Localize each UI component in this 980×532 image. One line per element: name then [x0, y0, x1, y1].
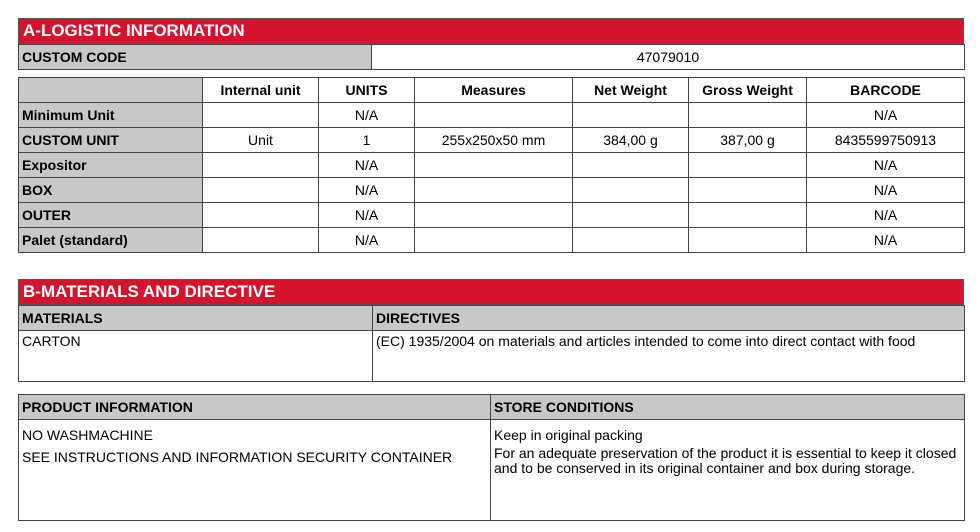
product-info-line: SEE INSTRUCTIONS AND INFORMATION SECURITY CONTAINER: [22, 449, 453, 465]
cell-net-weight: [573, 203, 689, 228]
directives-value: (EC) 1935/2004 on materials and articles intended to come into direct contact with food: [373, 331, 965, 382]
cell-barcode: 8435599750913: [807, 128, 965, 153]
cell-measures: [415, 228, 573, 253]
cell-gross-weight: [689, 178, 807, 203]
product-info-line: NO WASHMACHINE: [22, 427, 153, 443]
row-label: CUSTOM UNIT: [19, 128, 203, 153]
table-row: [19, 203, 965, 228]
col-header-gross-weight: Gross Weight: [689, 78, 807, 103]
materials-label: MATERIALS: [19, 306, 373, 331]
cell-internal-unit: [203, 153, 319, 178]
col-header-units: UNITS: [319, 78, 415, 103]
materials-value: CARTON: [19, 331, 373, 382]
corner-cell: [19, 78, 203, 103]
cell-units: N/A: [319, 153, 415, 178]
table-row: [19, 228, 965, 253]
cell-gross-weight: [689, 153, 807, 178]
logistic-header-row: [19, 78, 965, 103]
product-info-cell: [19, 420, 491, 521]
cell-barcode: N/A: [807, 203, 965, 228]
col-header-barcode: BARCODE: [807, 78, 965, 103]
table-row: [19, 128, 965, 153]
cell-internal-unit: [203, 178, 319, 203]
cell-gross-weight: [689, 203, 807, 228]
table-row: [19, 153, 965, 178]
row-label: Expositor: [19, 153, 203, 178]
cell-units: N/A: [319, 228, 415, 253]
cell-net-weight: 384,00 g: [573, 128, 689, 153]
store-condition-line: For an adequate preservation of the product it is essential to keep it closed and to be conserved in its original container and box during storage.: [494, 445, 957, 476]
col-header-net-weight: Net Weight: [573, 78, 689, 103]
cell-measures: [415, 153, 573, 178]
cell-internal-unit: Unit: [203, 128, 319, 153]
cell-internal-unit: [203, 103, 319, 128]
custom-code-label: CUSTOM CODE: [19, 45, 372, 70]
row-label: Minimum Unit: [19, 103, 203, 128]
cell-measures: [415, 203, 573, 228]
store-conditions-label: STORE CONDITIONS: [491, 395, 965, 420]
product-store-table: [18, 394, 965, 521]
col-header-measures: Measures: [415, 78, 573, 103]
row-label: OUTER: [19, 203, 203, 228]
cell-measures: 255x250x50 mm: [415, 128, 573, 153]
logistic-table: [18, 77, 965, 253]
cell-net-weight: [573, 228, 689, 253]
cell-barcode: N/A: [807, 153, 965, 178]
cell-barcode: N/A: [807, 103, 965, 128]
directives-label: DIRECTIVES: [373, 306, 965, 331]
custom-code-table: [18, 44, 965, 70]
cell-net-weight: [573, 103, 689, 128]
cell-internal-unit: [203, 203, 319, 228]
store-condition-line: Keep in original packing: [494, 427, 643, 443]
cell-units: N/A: [319, 178, 415, 203]
row-label: BOX: [19, 178, 203, 203]
cell-barcode: N/A: [807, 178, 965, 203]
cell-gross-weight: 387,00 g: [689, 128, 807, 153]
cell-gross-weight: [689, 103, 807, 128]
section-b-title: B-MATERIALS AND DIRECTIVE: [18, 279, 964, 305]
custom-code-value: 47079010: [372, 45, 965, 70]
row-label: Palet (standard): [19, 228, 203, 253]
table-row: [19, 178, 965, 203]
cell-barcode: N/A: [807, 228, 965, 253]
section-a-title: A-LOGISTIC INFORMATION: [18, 18, 964, 44]
cell-internal-unit: [203, 228, 319, 253]
cell-net-weight: [573, 153, 689, 178]
cell-net-weight: [573, 178, 689, 203]
col-header-internal-unit: Internal unit: [203, 78, 319, 103]
cell-units: N/A: [319, 203, 415, 228]
cell-units: 1: [319, 128, 415, 153]
cell-gross-weight: [689, 228, 807, 253]
materials-table: [18, 305, 965, 382]
cell-measures: [415, 103, 573, 128]
product-info-label: PRODUCT INFORMATION: [19, 395, 491, 420]
store-conditions-cell: [491, 420, 965, 521]
cell-units: N/A: [319, 103, 415, 128]
cell-measures: [415, 178, 573, 203]
table-row: [19, 103, 965, 128]
